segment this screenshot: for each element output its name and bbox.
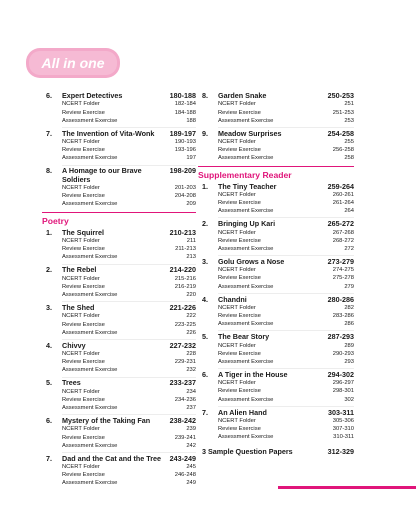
sub-item: [202, 245, 354, 253]
chapter-title: Chandni: [218, 294, 247, 304]
sub-item-page: 282: [344, 304, 354, 311]
chapter-heading: [202, 333, 354, 341]
toc-entry[interactable]: [202, 258, 354, 294]
supplementary-entries: [202, 183, 354, 442]
sub-item-page: 234-236: [174, 396, 196, 403]
sub-item: [46, 109, 196, 117]
sub-item-label: Review Exercise: [62, 472, 105, 479]
sub-item-label: Review Exercise: [218, 147, 261, 154]
sub-item-label: NCERT Folder: [62, 351, 100, 358]
sub-item-page: 226: [186, 329, 196, 336]
sub-item-page: 261-264: [332, 200, 354, 207]
sub-item-label: Assessment Exercise: [62, 155, 118, 162]
sub-item: [202, 229, 354, 237]
sub-item-label: Review Exercise: [218, 388, 261, 395]
chapter-heading: [46, 379, 196, 387]
toc-entry[interactable]: [46, 92, 196, 128]
sub-item-label: Assessment Exercise: [218, 208, 274, 215]
entry-divider: [218, 406, 354, 407]
sub-item: [202, 154, 354, 162]
chapter-pages: 180-188: [169, 91, 196, 100]
sub-item-page: 229-231: [174, 359, 196, 366]
chapter-number: 8.: [46, 166, 52, 176]
sub-item-page: 211: [186, 238, 196, 245]
sample-papers-pages: 312-329: [327, 447, 354, 457]
chapter-number: 5.: [202, 332, 208, 342]
chapter-title: The Tiny Teacher: [218, 181, 277, 191]
sub-item-label: Assessment Exercise: [218, 358, 274, 365]
sub-item: [202, 283, 354, 291]
sub-item-page: 211-213: [175, 246, 196, 253]
chapter-heading: [202, 258, 354, 266]
chapter-title: Golu Grows a Nose: [218, 256, 285, 266]
sub-item-label: Review Exercise: [218, 426, 261, 433]
sub-item: [202, 100, 354, 108]
sub-item: [202, 312, 354, 320]
sub-item: [202, 117, 354, 125]
sub-item-label: Review Exercise: [218, 350, 261, 357]
sub-item-page: 190-193: [174, 139, 196, 146]
toc-entry[interactable]: [46, 417, 196, 453]
chapter-title: The Bear Story: [218, 332, 270, 342]
sub-item-page: 228: [186, 351, 196, 358]
chapter-number: 1.: [46, 227, 52, 237]
chapter-title: Meadow Surprises: [218, 128, 282, 138]
chapter-pages: 303-311: [328, 407, 354, 417]
sub-item: [46, 192, 196, 200]
sub-item-label: Assessment Exercise: [218, 283, 274, 290]
sub-item-label: Assessment Exercise: [218, 434, 274, 441]
chapter-title: The Shed: [62, 302, 95, 312]
sub-item-label: NCERT Folder: [62, 426, 100, 433]
right-top-entries: [202, 92, 354, 163]
sub-item-page: 279: [344, 283, 354, 290]
sub-item-label: Assessment Exercise: [62, 405, 118, 412]
sub-item-label: Review Exercise: [62, 109, 105, 116]
chapter-number: 5.: [46, 378, 52, 388]
chapter-pages: 294-302: [327, 369, 354, 379]
sub-item: [202, 199, 354, 207]
chapter-pages: 265-272: [327, 219, 354, 229]
entry-divider: [218, 217, 354, 218]
sub-item-page: 234: [186, 388, 196, 395]
sub-item-label: Review Exercise: [218, 275, 261, 282]
sub-item: [46, 200, 196, 208]
sub-item: [202, 358, 354, 366]
sub-item-page: 239: [186, 426, 196, 433]
toc-entry[interactable]: [46, 304, 196, 340]
sub-item: [46, 471, 196, 479]
chapter-heading: [46, 417, 196, 425]
sub-item-page: 256-258: [332, 147, 354, 154]
sub-item: [46, 463, 196, 471]
sub-item-page: 275-278: [332, 275, 354, 282]
chapter-number: 1.: [202, 181, 208, 191]
sub-item-label: NCERT Folder: [218, 417, 256, 424]
sub-item: [46, 237, 196, 245]
toc-right-column: [198, 91, 354, 457]
chapter-title: A Homage to our Brave Soldiers: [62, 166, 142, 184]
sub-item: [202, 237, 354, 245]
sub-item-label: NCERT Folder: [62, 313, 100, 320]
sub-item: [46, 283, 196, 291]
sub-item-label: Assessment Exercise: [62, 201, 118, 208]
sub-item: [46, 184, 196, 192]
sub-item-label: NCERT Folder: [218, 191, 256, 198]
sub-item-page: 293: [344, 358, 354, 365]
sub-item-label: Review Exercise: [62, 434, 105, 441]
chapter-title: Trees: [62, 378, 81, 388]
sub-item: [202, 138, 354, 146]
chapter-number: 7.: [202, 407, 208, 417]
chapter-number: 3.: [202, 256, 208, 266]
sub-item: [46, 138, 196, 146]
sub-item-label: NCERT Folder: [218, 380, 256, 387]
chapter-title: Mystery of the Taking Fan: [62, 415, 151, 425]
sub-item: [46, 388, 196, 396]
chapter-pages: 243-249: [169, 453, 196, 463]
chapter-heading: [46, 266, 196, 274]
sub-item-label: NCERT Folder: [218, 267, 256, 274]
chapter-heading: [46, 92, 196, 100]
sub-item: [202, 109, 354, 117]
sub-item: [202, 304, 354, 312]
chapter-pages: 198-209: [169, 166, 196, 176]
sub-item: [46, 358, 196, 366]
entry-divider: [62, 452, 196, 453]
sub-item-page: 184-188: [174, 109, 196, 116]
sub-item-label: Assessment Exercise: [218, 155, 274, 162]
sub-item-page: 268-272: [332, 237, 354, 244]
sub-item-page: 249: [186, 480, 196, 487]
sub-item: [202, 207, 354, 215]
toc-entry[interactable]: [202, 333, 354, 369]
toc-left-column: [42, 91, 196, 490]
sub-item-page: 255: [344, 139, 354, 146]
chapter-heading: [202, 296, 354, 304]
sub-item-page: 251: [344, 101, 354, 108]
chapter-heading: [46, 130, 196, 138]
sub-item-page: 253: [344, 117, 354, 124]
toc-entry[interactable]: [202, 409, 354, 442]
sub-item: [46, 100, 196, 108]
sub-item-page: 258: [344, 155, 354, 162]
sub-item-label: Review Exercise: [62, 396, 105, 403]
sub-item: [46, 291, 196, 299]
section-title-supplementary-reader: Supplementary Reader: [198, 166, 354, 181]
sub-item: [46, 253, 196, 261]
toc-entry[interactable]: [202, 183, 354, 219]
toc-entry[interactable]: [202, 296, 354, 332]
chapter-pages: 227-232: [169, 340, 196, 350]
sub-item: [202, 387, 354, 395]
chapter-title: A Tiger in the House: [218, 369, 288, 379]
chapter-number: 4.: [202, 294, 208, 304]
chapter-title: Chivvy: [62, 340, 86, 350]
toc-entry[interactable]: [46, 266, 196, 302]
chapter-heading: [202, 371, 354, 379]
sub-item: [202, 425, 354, 433]
sub-item-label: Assessment Exercise: [218, 245, 274, 252]
sub-item-page: 246-248: [174, 472, 196, 479]
sub-item-label: NCERT Folder: [62, 238, 100, 245]
sub-item: [46, 366, 196, 374]
sub-item-page: 220: [186, 292, 196, 299]
sub-item-page: 298-301: [332, 388, 354, 395]
sub-item: [46, 117, 196, 125]
entry-divider: [218, 255, 354, 256]
toc-entry[interactable]: [46, 379, 196, 415]
all-in-one-logo: [26, 48, 120, 78]
sub-item-page: 188: [186, 117, 196, 124]
sub-item-page: 216-219: [174, 283, 196, 290]
sub-item-label: Review Exercise: [218, 237, 261, 244]
sub-item-page: 274-275: [332, 267, 354, 274]
sub-item: [46, 329, 196, 337]
chapter-heading: [46, 304, 196, 312]
sub-item: [202, 342, 354, 350]
chapter-pages: 233-237: [169, 378, 196, 388]
sub-item-page: 201-203: [174, 185, 196, 192]
chapter-heading: [202, 92, 354, 100]
entry-divider: [62, 127, 196, 128]
sub-item: [46, 350, 196, 358]
toc-entry[interactable]: [46, 130, 196, 166]
sub-item-label: NCERT Folder: [62, 388, 100, 395]
sub-item-label: NCERT Folder: [218, 101, 256, 108]
logo-text: All in one: [41, 55, 105, 71]
sub-item-label: Review Exercise: [218, 313, 261, 320]
sub-item-page: 264: [344, 208, 354, 215]
chapter-heading: [46, 342, 196, 350]
sub-item-page: 213: [186, 254, 196, 261]
sample-papers-label: 3 Sample Question Papers: [202, 447, 293, 457]
chapter-heading: [202, 220, 354, 228]
sub-item-label: Assessment Exercise: [62, 367, 118, 374]
sub-item: [202, 433, 354, 441]
chapter-number: 3.: [46, 302, 52, 312]
sub-item-page: 237: [186, 405, 196, 412]
sub-item-page: 204-208: [174, 193, 196, 200]
sub-item: [202, 191, 354, 199]
sub-item-page: 283-286: [332, 313, 354, 320]
chapter-pages: 210-213: [169, 227, 196, 237]
sub-item-label: Review Exercise: [62, 359, 105, 366]
chapter-number: 9.: [202, 128, 208, 138]
sub-item-label: Assessment Exercise: [218, 117, 274, 124]
sub-item-label: Assessment Exercise: [62, 292, 118, 299]
sub-item-page: 193-196: [174, 147, 196, 154]
chapter-title: Dad and the Cat and the Tree: [62, 453, 162, 463]
sub-item: [202, 320, 354, 328]
chapter-pages: 259-264: [327, 181, 354, 191]
sub-item: [202, 350, 354, 358]
chapter-title: Bringing Up Kari: [218, 219, 276, 229]
entry-divider: [218, 293, 354, 294]
sub-item-label: NCERT Folder: [62, 275, 100, 282]
sub-item-label: Review Exercise: [62, 147, 105, 154]
sub-item-label: Review Exercise: [62, 193, 105, 200]
chapter-number: 4.: [46, 340, 52, 350]
sub-item-label: Review Exercise: [218, 109, 261, 116]
sample-question-papers-entry[interactable]: [202, 447, 354, 456]
sub-item-label: NCERT Folder: [218, 139, 256, 146]
sub-item-page: 232: [186, 367, 196, 374]
chapter-pages: 254-258: [327, 128, 354, 138]
chapter-number: 2.: [202, 219, 208, 229]
poetry-entries: [46, 229, 196, 488]
chapter-title: Expert Detectives: [62, 91, 123, 100]
sub-item-page: 242: [186, 442, 196, 449]
chapter-pages: 189-197: [169, 128, 196, 138]
chapter-number: 6.: [46, 415, 52, 425]
sub-item: [202, 146, 354, 154]
sub-item-page: 302: [344, 396, 354, 403]
chapter-title: The Squirrel: [62, 227, 104, 237]
sub-item-label: NCERT Folder: [218, 304, 256, 311]
sub-item-page: 182-184: [174, 101, 196, 108]
toc-entry[interactable]: [202, 92, 354, 128]
chapter-number: 6.: [46, 91, 52, 100]
chapter-number: 8.: [202, 91, 208, 100]
sub-item: [202, 266, 354, 274]
sub-item: [202, 274, 354, 282]
chapter-number: 2.: [46, 265, 52, 275]
sub-item-label: NCERT Folder: [62, 101, 100, 108]
chapter-title: Garden Snake: [218, 91, 267, 100]
entry-divider: [62, 165, 196, 166]
sub-item-label: NCERT Folder: [62, 139, 100, 146]
sub-item-page: 267-268: [332, 229, 354, 236]
sub-item-page: 289: [344, 342, 354, 349]
sub-item-page: 290-293: [332, 350, 354, 357]
chapter-pages: 287-293: [327, 332, 354, 342]
toc-entry[interactable]: [46, 342, 196, 378]
entry-divider: [218, 127, 354, 128]
sub-item-label: NCERT Folder: [62, 185, 100, 192]
sub-item: [202, 417, 354, 425]
sub-item: [46, 312, 196, 320]
sub-item-label: Assessment Exercise: [62, 117, 118, 124]
sub-item-label: Review Exercise: [218, 200, 261, 207]
sub-item-label: Assessment Exercise: [218, 396, 274, 403]
sub-item-label: Assessment Exercise: [62, 254, 118, 261]
sub-item-page: 296-297: [332, 380, 354, 387]
chapter-pages: 280-286: [327, 294, 354, 304]
toc-entry[interactable]: [202, 130, 354, 163]
sub-item: [202, 396, 354, 404]
sub-item-label: Assessment Exercise: [62, 329, 118, 336]
sub-item-page: 245: [186, 464, 196, 471]
chapter-heading: [202, 183, 354, 191]
sub-item-label: Review Exercise: [62, 321, 105, 328]
chapter-pages: 214-220: [169, 265, 196, 275]
sub-item-page: 251-253: [332, 109, 354, 116]
sub-item: [46, 396, 196, 404]
sub-item-page: 197: [186, 155, 196, 162]
entry-divider: [218, 368, 354, 369]
sub-item-label: Assessment Exercise: [218, 321, 274, 328]
sub-item-page: 310-311: [333, 434, 354, 441]
entry-divider: [218, 330, 354, 331]
sub-item-page: 239-241: [174, 434, 196, 441]
entry-divider: [62, 377, 196, 378]
entry-divider: [62, 264, 196, 265]
chapter-heading: [202, 130, 354, 138]
sub-item-label: NCERT Folder: [62, 464, 100, 471]
sub-item: [46, 479, 196, 487]
chapter-heading: [46, 229, 196, 237]
sub-item-label: NCERT Folder: [218, 229, 256, 236]
sub-item-page: 305-306: [332, 417, 354, 424]
entry-divider: [62, 301, 196, 302]
chapter-pages: 273-279: [327, 256, 354, 266]
chapter-pages: 221-226: [169, 302, 196, 312]
sub-item-page: 223-225: [174, 321, 196, 328]
sub-item-label: Assessment Exercise: [62, 480, 118, 487]
chapter-heading: [46, 167, 196, 184]
sub-item: [46, 245, 196, 253]
entry-divider: [62, 414, 196, 415]
sub-item: [46, 146, 196, 154]
toc-entry[interactable]: [46, 167, 196, 208]
toc-entry[interactable]: [202, 220, 354, 256]
sub-item: [46, 442, 196, 450]
toc-entry[interactable]: [202, 371, 354, 407]
chapter-pages: 238-242: [169, 415, 196, 425]
chapter-number: 7.: [46, 128, 52, 138]
chapter-heading: [202, 409, 354, 417]
sub-item: [46, 434, 196, 442]
sub-item-label: Assessment Exercise: [62, 442, 118, 449]
sub-item-page: 286: [344, 321, 354, 328]
chapter-pages: 250-253: [327, 91, 354, 100]
sub-item-page: 215-216: [174, 275, 196, 282]
sub-item-label: Review Exercise: [62, 283, 105, 290]
sub-item-page: 260-261: [332, 191, 354, 198]
sub-item: [46, 275, 196, 283]
bottom-accent-bar: [278, 486, 416, 489]
section-title-poetry: Poetry: [42, 212, 196, 227]
sub-item-page: 209: [186, 201, 196, 208]
left-top-entries: [46, 92, 196, 209]
chapter-title: The Rebel: [62, 265, 97, 275]
sub-item: [202, 379, 354, 387]
entry-divider: [62, 339, 196, 340]
sub-item-page: 272: [344, 245, 354, 252]
chapter-number: 6.: [202, 369, 208, 379]
toc-entry[interactable]: [46, 455, 196, 488]
sub-item-page: 307-310: [332, 426, 354, 433]
chapter-title: The Invention of Vita-Wonk: [62, 128, 155, 138]
sub-item: [46, 404, 196, 412]
toc-entry[interactable]: [46, 229, 196, 265]
chapter-title: An Alien Hand: [218, 407, 267, 417]
sub-item-page: 222: [186, 313, 196, 320]
sub-item-label: Review Exercise: [62, 246, 105, 253]
chapter-number: 7.: [46, 453, 52, 463]
sub-item: [46, 321, 196, 329]
sub-item: [46, 425, 196, 433]
sub-item-label: NCERT Folder: [218, 342, 256, 349]
sub-item: [46, 154, 196, 162]
chapter-heading: [46, 455, 196, 463]
